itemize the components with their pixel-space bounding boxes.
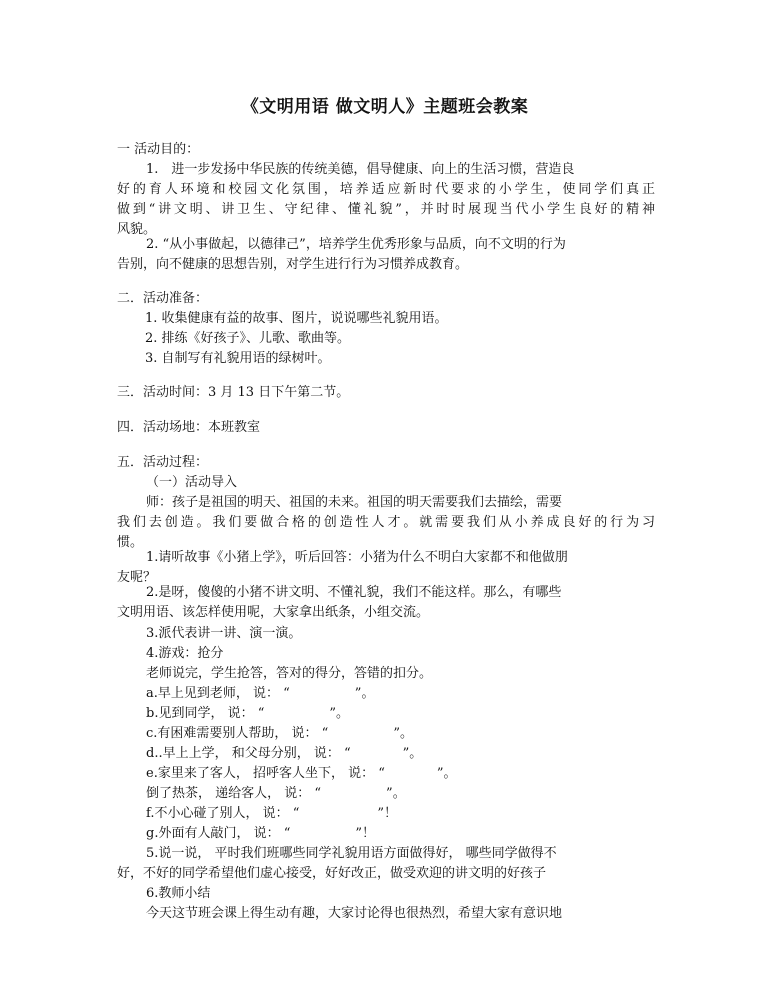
text-line: 三．活动时间：3 月 13 日下午第二节。 — [117, 385, 350, 400]
text-line: 四．活动场地：本班教室 — [117, 420, 261, 435]
text-line: 1. 收集健康有益的故事、图片，说说哪些礼貌用语。 — [145, 311, 448, 326]
text-line: 6.教师小结 — [146, 886, 211, 901]
text-line: c.有困难需要别人帮助， 说： “ ”。 — [146, 726, 413, 741]
text-line: 好的育人环境和校园文化氛围，培养适应新时代要求的小学生，使同学们真正 — [117, 182, 655, 197]
text-line: 告别，向不健康的思想告别，对学生进行行为习惯养成教育。 — [117, 257, 469, 272]
text-line: 4.游戏：抢分 — [146, 646, 224, 661]
text-line: 五．活动过程： — [117, 455, 209, 470]
text-line: 2.是呀，傻傻的小猪不讲文明、不懂礼貌，我们不能这样。那么，有哪些 — [146, 585, 562, 600]
text-line: a.早上见到老师， 说： “ ”。 — [146, 686, 375, 701]
text-line: f.不小心碰了别人， 说： “ ”！ — [146, 806, 398, 821]
text-line: g.外面有人敲门， 说： “ ”！ — [146, 826, 376, 841]
text-line: e.家里来了客人， 招呼客人坐下， 说： “ ”。 — [146, 766, 457, 781]
text-line: 倒了热茶， 递给客人， 说： “ ”。 — [146, 786, 406, 801]
text-line: 2. 排练《好孩子》、儿歌、歌曲等。 — [145, 331, 351, 346]
text-line: 5.说一说， 平时我们班哪些同学礼貌用语方面做得好， 哪些同学做得不 — [146, 846, 557, 861]
text-line: 友呢？ — [117, 570, 157, 585]
text-line: 好，不好的同学希望他们虚心接受，好好改正，做受欢迎的讲文明的好孩子 — [117, 866, 547, 881]
text-line: 惯。 — [117, 535, 144, 550]
text-line: 老师说完，学生抢答，答对的得分，答错的扣分。 — [146, 666, 433, 681]
text-line: 做到“讲文明、讲卫生、守纪律、懂礼貌”，并时时展现当代小学生良好的精神 — [117, 202, 655, 217]
text-line: 我们去创造。我们要做合格的创造性人才。就需要我们从小养成良好的行为习 — [117, 515, 655, 530]
text-line: 3. 自制写有礼貌用语的绿树叶。 — [145, 351, 331, 366]
text-line: 1.请听故事《小猪上学》，听后回答：小猪为什么不明白大家都不和他做朋 — [146, 550, 568, 565]
text-line: 师：孩子是祖国的明天、祖国的未来。祖国的明天需要我们去描绘，需要 — [146, 495, 563, 510]
text-line: 2. “从小事做起，以德律己”，培养学生优秀形象与品质，向不文明的行为 — [146, 237, 566, 252]
text-line: b.见到同学， 说： “ ”。 — [146, 706, 350, 721]
text-line: 一 活动目的： — [117, 142, 200, 157]
text-line: 1. 进一步发扬中华民族的传统美德，倡导健康、向上的生活习惯，营造良 — [146, 162, 575, 177]
text-line: 今天这节班会课上得生动有趣，大家讨论得也很热烈，希望大家有意识地 — [146, 906, 563, 921]
text-line: 二．活动准备： — [117, 291, 209, 306]
text-line: 文明用语、该怎样使用呢，大家拿出纸条，小组交流。 — [117, 605, 430, 620]
text-line: 风貌。 — [117, 222, 157, 237]
text-line: （一）活动导入 — [146, 475, 238, 490]
text-line: d..早上上学， 和父母分别， 说： “ ”。 — [146, 746, 423, 761]
page-title: 《文明用语 做文明人》主题班会教案 — [241, 97, 529, 117]
text-line: 3.派代表讲一讲、演一演。 — [146, 626, 302, 641]
